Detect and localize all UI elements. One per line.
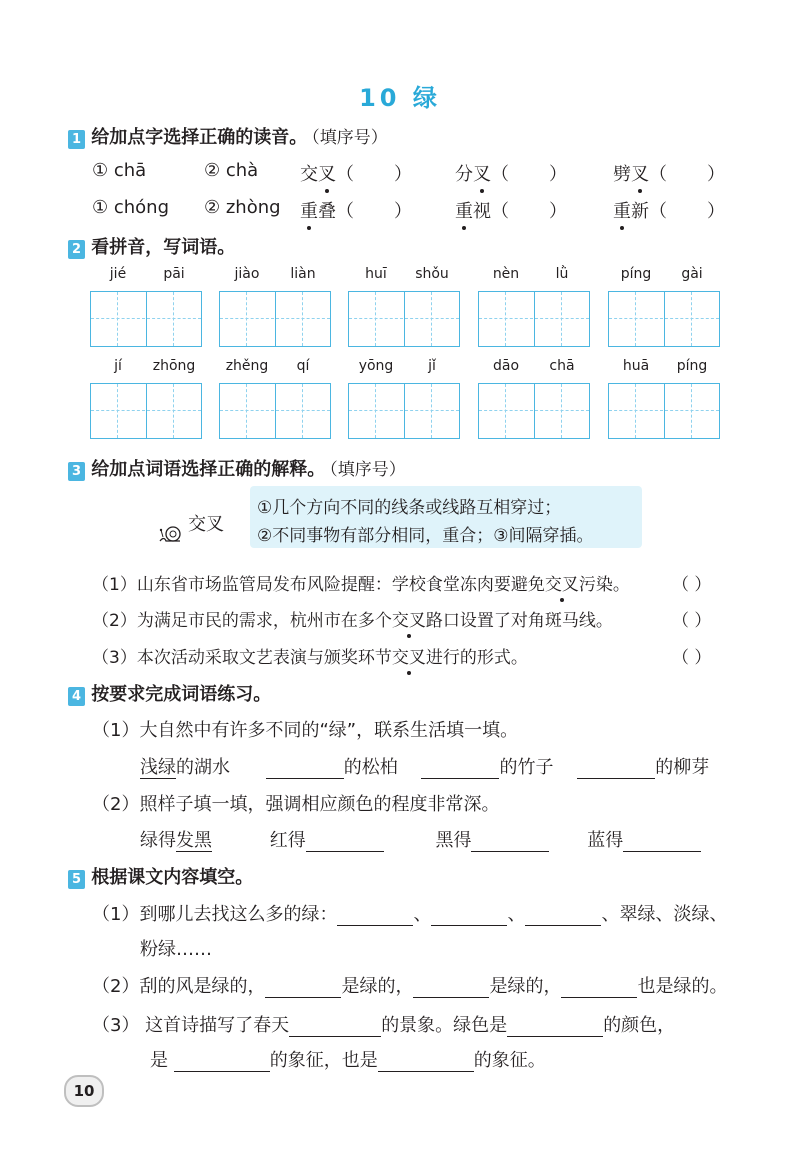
- q5-item-2: [92, 972, 727, 998]
- sentence-part: （2）刮的风是绿的，: [92, 976, 266, 997]
- pinyin-syllable: chā: [549, 358, 575, 374]
- writing-box: [219, 291, 331, 347]
- guide-line: [505, 292, 506, 346]
- writing-cell[interactable]: [534, 384, 589, 438]
- writing-cell[interactable]: [534, 292, 589, 346]
- word-part: 分: [455, 164, 473, 185]
- paren-open: （: [649, 164, 667, 185]
- guide-line: [635, 292, 636, 346]
- word-part: 视: [473, 201, 491, 222]
- dotted-char: 叉: [473, 160, 491, 186]
- pinyin-syllable: nèn: [492, 266, 520, 282]
- pinyin-labels: [219, 266, 331, 288]
- fill-blank[interactable]: [561, 979, 637, 998]
- sentence-part: 进行的形式。: [425, 648, 528, 668]
- q1-option-1b: ② chà: [204, 160, 259, 181]
- pinyin-syllable: yōng: [358, 358, 394, 374]
- fill-blank[interactable]: [577, 760, 655, 779]
- fill-blank[interactable]: [306, 833, 384, 852]
- pinyin-syllable: qí: [296, 358, 310, 374]
- q1-item-1-1: [300, 160, 412, 186]
- writing-box: [348, 383, 460, 439]
- guide-line: [147, 318, 201, 319]
- writing-cell[interactable]: [479, 384, 533, 438]
- fill-blank[interactable]: [525, 907, 601, 926]
- example-underlined: 发黑: [176, 830, 212, 851]
- guide-line: [117, 384, 118, 438]
- word-part: 叠: [318, 201, 336, 222]
- q2-title: 看拼音，写词语。: [91, 237, 236, 258]
- q3-number-badge: 3: [68, 462, 85, 481]
- paren-open: （: [491, 201, 509, 222]
- guide-line: [665, 318, 719, 319]
- sentence-part: 、翠绿、淡绿、: [601, 904, 728, 925]
- writing-cell[interactable]: [404, 384, 459, 438]
- pinyin-syllable: zhōng: [152, 358, 196, 374]
- fill-blank[interactable]: [507, 1018, 603, 1037]
- writing-cell[interactable]: [609, 292, 663, 346]
- q3-answer-3[interactable]: （ ）: [672, 648, 712, 668]
- phrase: 黑得: [435, 830, 472, 851]
- q4-example-row-1: [140, 753, 709, 779]
- q1-item-2-2: [455, 197, 567, 223]
- q1-item-2-3: [613, 197, 725, 223]
- fill-blank[interactable]: [266, 760, 344, 779]
- guide-line: [220, 318, 274, 319]
- writing-cell[interactable]: [404, 292, 459, 346]
- q3-note: （填序号）: [329, 460, 406, 480]
- guide-line: [535, 318, 589, 319]
- q3-item-2: [92, 606, 613, 631]
- dotted-char: 重: [455, 197, 473, 223]
- writing-cell[interactable]: [349, 384, 403, 438]
- phrase: 的竹子: [499, 757, 554, 778]
- fill-blank[interactable]: [174, 1053, 270, 1072]
- q2-number-badge: 2: [68, 240, 85, 259]
- dotted-char: 重: [613, 197, 631, 223]
- guide-line: [375, 292, 376, 346]
- q2-heading: [68, 233, 235, 259]
- guide-line: [635, 384, 636, 438]
- paren-open: （: [491, 164, 509, 185]
- writing-cell[interactable]: [220, 292, 274, 346]
- guide-line: [609, 410, 663, 411]
- writing-cell[interactable]: [91, 292, 145, 346]
- q5-item-3: [92, 1011, 675, 1037]
- guide-line: [691, 384, 692, 438]
- writing-cell[interactable]: [146, 292, 201, 346]
- fill-blank[interactable]: [431, 907, 507, 926]
- sentence-part: （1）山东省市场监管局发布风险提醒：学校食堂冻肉要避免: [92, 575, 545, 595]
- q1-heading: [68, 123, 388, 149]
- guide-line: [431, 384, 432, 438]
- fill-blank[interactable]: [623, 833, 701, 852]
- guide-line: [91, 318, 145, 319]
- paren-close: ）: [549, 201, 567, 222]
- fill-blank[interactable]: [421, 760, 499, 779]
- q5-item-3-cont: [150, 1046, 546, 1072]
- q3-title: 给加点词语选择正确的解释。: [91, 459, 326, 480]
- writing-cell[interactable]: [664, 384, 719, 438]
- fill-blank[interactable]: [337, 907, 413, 926]
- q4-heading: [68, 680, 271, 706]
- pinyin-labels: [90, 266, 202, 288]
- q5-item-1-cont: 粉绿……: [140, 939, 212, 960]
- guide-line: [220, 410, 274, 411]
- writing-cell[interactable]: [609, 384, 663, 438]
- sentence-part: 污染。: [578, 575, 630, 595]
- writing-box: [90, 291, 202, 347]
- q3-answer-1[interactable]: （ ）: [672, 575, 712, 595]
- sentence-part: 路口设置了对角斑马线。: [425, 611, 613, 631]
- writing-cell[interactable]: [479, 292, 533, 346]
- writing-box: [348, 291, 460, 347]
- page-title: 10 绿: [359, 84, 441, 112]
- definition-1: ①几个方向不同的线条或线路互相穿过；: [257, 498, 562, 518]
- guide-line: [246, 384, 247, 438]
- guide-line: [561, 292, 562, 346]
- sentence-part: （3）本次活动采取文艺表演与颁奖环节: [92, 648, 392, 668]
- q4-number-badge: 4: [68, 687, 85, 706]
- paren-close: ）: [707, 201, 725, 222]
- pinyin-labels: [348, 358, 460, 380]
- sentence-part: 是绿的，: [341, 976, 414, 997]
- writing-cell[interactable]: [349, 292, 403, 346]
- pinyin-syllable: píng: [676, 358, 708, 374]
- q3-heading: [68, 455, 406, 481]
- pinyin-syllable: liàn: [290, 266, 316, 282]
- pinyin-syllable: zhěng: [225, 358, 269, 374]
- pinyin-syllable: huī: [365, 266, 387, 282]
- dotted-word: 交叉: [392, 643, 426, 668]
- writing-box: [478, 291, 590, 347]
- guide-line: [479, 318, 533, 319]
- guide-line: [173, 384, 174, 438]
- pinyin-labels: [219, 358, 331, 380]
- guide-line: [609, 318, 663, 319]
- definition-term: 交叉: [188, 514, 224, 535]
- q3-item-1: [92, 570, 630, 595]
- sentence-part: （1）到哪儿去找这么多的绿：: [92, 904, 338, 925]
- guide-line: [276, 410, 330, 411]
- fill-blank[interactable]: [265, 979, 341, 998]
- q4-example-row-2: [140, 826, 701, 852]
- q4-title: 按要求完成词语练习。: [91, 684, 272, 705]
- phrase: 的松柏: [343, 757, 398, 778]
- pinyin-syllable: shǒu: [415, 266, 449, 282]
- q1-option-1a: ① chā: [92, 160, 147, 181]
- guide-line: [405, 318, 459, 319]
- q5-heading: [68, 863, 253, 889]
- q1-item-2-1: [300, 197, 412, 223]
- pinyin-syllable: jí: [114, 358, 122, 374]
- sentence-part: 的象征，也是: [269, 1050, 378, 1071]
- sentence-part: （3） 这首诗描写了春天: [92, 1015, 290, 1036]
- guide-line: [405, 410, 459, 411]
- example-pre: 绿得: [140, 830, 176, 851]
- sentence-part: 是: [150, 1050, 174, 1071]
- snail-icon: [158, 522, 184, 544]
- word-part: 劈: [613, 164, 631, 185]
- pinyin-syllable: pāi: [163, 266, 185, 282]
- q5-title: 根据课文内容填空。: [91, 867, 254, 888]
- guide-line: [665, 410, 719, 411]
- writing-cell[interactable]: [275, 292, 330, 346]
- sentence-part: 的景象。绿色是: [381, 1015, 508, 1036]
- guide-line: [147, 410, 201, 411]
- q5-item-1: [92, 900, 727, 926]
- example-rest: 的湖水: [176, 757, 230, 778]
- pinyin-syllable: dāo: [492, 358, 520, 374]
- page-number: 10: [64, 1075, 104, 1107]
- guide-line: [349, 318, 403, 319]
- example-underlined: 浅绿: [140, 757, 176, 778]
- dotted-char: 叉: [318, 160, 336, 186]
- pinyin-labels: [608, 266, 720, 288]
- pinyin-labels: [478, 266, 590, 288]
- sentence-part: 的颜色，: [603, 1015, 676, 1036]
- pinyin-syllable: huā: [622, 358, 650, 374]
- guide-line: [691, 292, 692, 346]
- writing-cell[interactable]: [275, 384, 330, 438]
- paren-open: （: [336, 164, 354, 185]
- pinyin-labels: [348, 266, 460, 288]
- guide-line: [349, 410, 403, 411]
- sentence-part: 是绿的，: [489, 976, 562, 997]
- guide-line: [117, 292, 118, 346]
- sentence-part: （2）为满足市民的需求，杭州市在多个: [92, 611, 392, 631]
- pinyin-labels: [608, 358, 720, 380]
- fill-blank[interactable]: [413, 979, 489, 998]
- guide-line: [375, 384, 376, 438]
- q4-sub2: （2）照样子填一填，强调相应颜色的程度非常深。: [92, 794, 500, 815]
- q1-item-1-2: [455, 160, 567, 186]
- q1-option-2a: ① chóng: [92, 197, 170, 218]
- q1-option-2b: ② zhòng: [204, 197, 281, 218]
- guide-line: [431, 292, 432, 346]
- sentence-part: 也是绿的。: [637, 976, 728, 997]
- guide-line: [246, 292, 247, 346]
- pinyin-syllable: jié: [109, 266, 127, 282]
- writing-box: [90, 383, 202, 439]
- guide-line: [479, 410, 533, 411]
- pinyin-labels: [90, 358, 202, 380]
- word-part: 交: [300, 164, 318, 185]
- guide-line: [535, 410, 589, 411]
- definition-2: ②不同事物有部分相同，重合；③间隔穿插。: [257, 526, 594, 546]
- sentence-part: 的象征。: [473, 1050, 546, 1071]
- q1-number-badge: 1: [68, 130, 85, 149]
- guide-line: [505, 384, 506, 438]
- guide-line: [302, 384, 303, 438]
- writing-box: [478, 383, 590, 439]
- guide-line: [276, 318, 330, 319]
- writing-box: [608, 291, 720, 347]
- writing-cell[interactable]: [220, 384, 274, 438]
- q3-answer-2[interactable]: （ ）: [672, 611, 712, 631]
- pinyin-syllable: jiào: [234, 266, 260, 282]
- guide-line: [302, 292, 303, 346]
- phrase: 蓝得: [587, 830, 624, 851]
- writing-cell[interactable]: [664, 292, 719, 346]
- paren-close: ）: [707, 164, 725, 185]
- dotted-char: 叉: [631, 160, 649, 186]
- pinyin-syllable: jǐ: [428, 358, 436, 374]
- paren-close: ）: [394, 201, 412, 222]
- dotted-word: 交叉: [545, 570, 579, 595]
- definition-text: [257, 494, 593, 550]
- q4-sub1: （1）大自然中有许多不同的“绿”，联系生活填一填。: [92, 720, 519, 741]
- writing-box: [608, 383, 720, 439]
- writing-box: [219, 383, 331, 439]
- writing-cell[interactable]: [91, 384, 145, 438]
- fill-blank[interactable]: [471, 833, 549, 852]
- guide-line: [91, 410, 145, 411]
- paren-open: （: [336, 201, 354, 222]
- pinyin-syllable: píng: [620, 266, 652, 282]
- fill-blank[interactable]: [289, 1018, 381, 1037]
- guide-line: [561, 384, 562, 438]
- separator: 、: [507, 904, 526, 925]
- q1-note: （填序号）: [311, 128, 388, 148]
- paren-close: ）: [394, 164, 412, 185]
- phrase: 的柳芽: [655, 757, 710, 778]
- pinyin-syllable: lǜ: [555, 266, 569, 282]
- guide-line: [173, 292, 174, 346]
- separator: 、: [413, 904, 432, 925]
- word-part: 新: [631, 201, 649, 222]
- pinyin-labels: [478, 358, 590, 380]
- q1-item-1-3: [613, 160, 725, 186]
- paren-close: ）: [549, 164, 567, 185]
- dotted-char: 重: [300, 197, 318, 223]
- q1-title: 给加点字选择正确的读音。: [91, 127, 308, 148]
- writing-cell[interactable]: [146, 384, 201, 438]
- fill-blank[interactable]: [378, 1053, 474, 1072]
- q3-item-3: [92, 643, 528, 668]
- q5-number-badge: 5: [68, 870, 85, 889]
- paren-open: （: [649, 201, 667, 222]
- phrase: 红得: [269, 830, 306, 851]
- pinyin-syllable: gài: [681, 266, 703, 282]
- dotted-word: 交叉: [392, 606, 426, 631]
